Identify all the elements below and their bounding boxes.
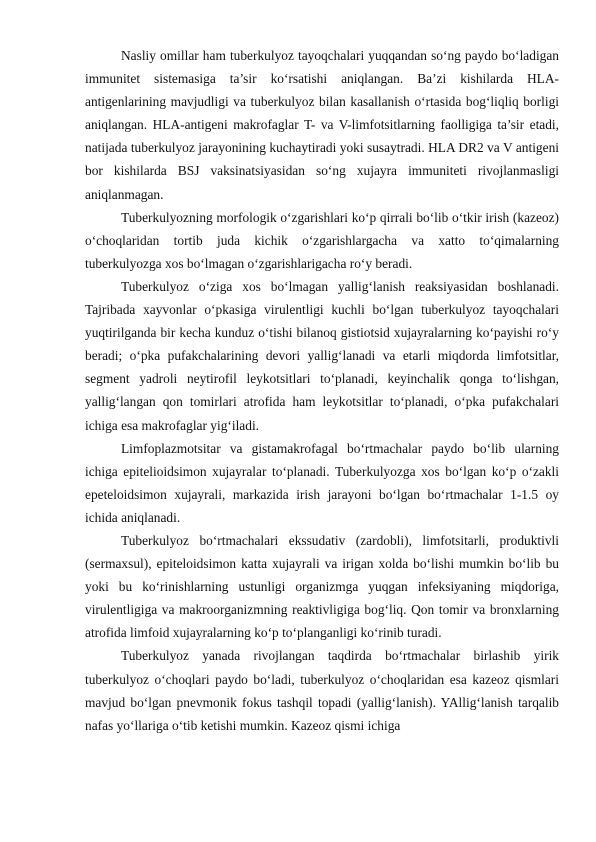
paragraph-heredity-immunity: Nasliy omillar ham tuberkulyoz tayoqchalari yuqqandan so‘ng paydo bo‘ladigan immunitet sistemasiga ta’sir ko‘rsatishi aniqlangan. Ba’zi kishilarda HLA-antigenlarining mavjudligi va tuberkulyoz bilan kasallanish o‘rtasida bog‘liqliq borligi aniqlangan. HLA-antigeni makrofaglar T- va V-limfotsitlarning faolligiga ta’sir etadi, natijada tuberkulyoz jarayonining kuchaytiradi yoki susaytradi. HLA DR2 va V antigeni bor kishilarda BSJ vaksinatsiyasidan so‘ng xujayra immuniteti rivojlanmasligi aniqlanmagan. bbox=[85, 48, 559, 202]
paragraph-granuloma-formation: Limfoplazmotsitar va gistamakrofagal bo‘rtmachalar paydo bo‘lib ularning ichiga epitelioidsimon xujayralar to‘planadi. Tuberkulyozga xos bo‘lgan ko‘p o‘zakli epeteloidsimon xujayrali, markazida irish jarayoni bo‘lgan bo‘rtmachalar 1-1.5 oy ichida aniqlanadi. bbox=[85, 440, 559, 525]
paragraph-progression: Tuberkulyoz yanada rivojlangan taqdirda bo‘rtmachalar birlashib yirik tuberkulyoz o‘choqlari paydo bo‘ladi, tuberkulyoz o‘choqlaridan esa kazeoz qismlari mavjud bo‘lgan pnevmonik fokus tashqil topadi (yallig‘lanish). YAllig‘lanish tarqalib nafas yo‘llariga o‘tib ketishi mumkin. Kazeoz qismi ichiga bbox=[85, 648, 559, 733]
paragraph-inflammation-onset: Tuberkulyoz o‘ziga xos bo‘lmagan yallig‘lanish reaksiyasidan boshlanadi. Tajribada xayvonlar o‘pkasiga virulentligi kuchli bo‘lgan tuberkulyoz tayoqchalari yuqtirilganda bir kecha kunduz o‘tishi bilanoq gistiotsid xujayralarning ko‘payishi ro‘y beradi; o‘pka pufakchalarining devori yallig‘lanadi va etarli miqdorda limfotsitlar, segment yadroli neytirofil leykotsitlari to‘planadi, keyinchalik qonga to‘lishgan, yallig‘langan qon tomirlari atrofida ham leykotsitlar to‘planadi, o‘pka pufakchalari ichiga esa makrofaglar yig‘iladi. bbox=[85, 278, 559, 433]
paragraph-morphology: Tuberkulyozning morfologik o‘zgarishlari ko‘p qirrali bo‘lib o‘tkir irish (kazeoz) o‘choqlaridan tortib juda kichik o‘zgarishlargacha va xatto to‘qimalarning tuberkulyozga xos bo‘lmagan o‘zgarishlarigacha ro‘y beradi. bbox=[85, 209, 559, 271]
document-page bbox=[85, 44, 559, 737]
paragraph-tubercle-types: Tuberkulyoz bo‘rtmachalari ekssudativ (zardobli), limfotsitarli, produktivli (sermaxsul), epiteloidsimon katta xujayrali va irigan xolda bo‘lishi mumkin bo‘lib bu yoki bu ko‘rinishlarning ustunligi organizmga yuqgan infeksiyaning miqdoriga, virulentligiga va makroorganizmning reaktivligiga bog‘liq. Qon tomir va bronxlarning atrofida limfoid xujayralarning ko‘p to‘planganligi ko‘rinib turadi. bbox=[85, 532, 559, 641]
